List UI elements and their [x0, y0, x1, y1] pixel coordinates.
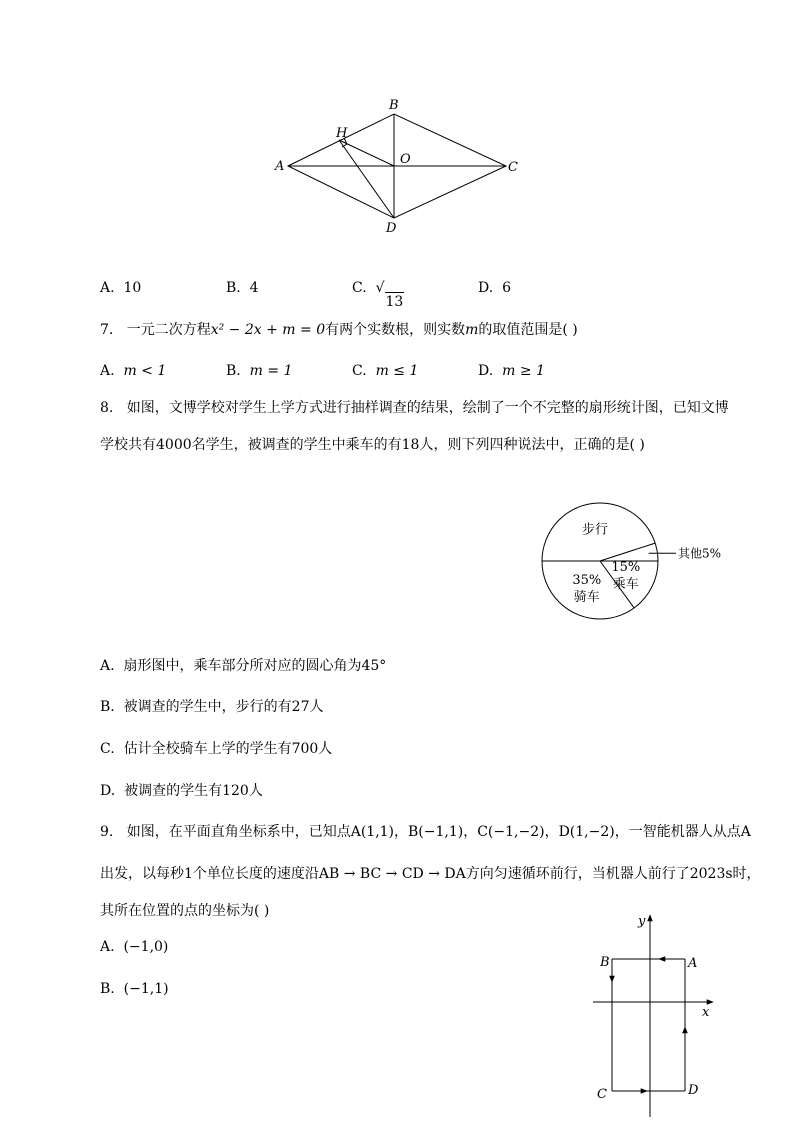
option-text: m ≤ 1: [375, 363, 419, 379]
label-c: C: [597, 1087, 607, 1102]
pie-slice-boundary: [600, 543, 655, 561]
label-o: O: [400, 152, 411, 167]
q8-option-d[interactable]: [100, 782, 263, 800]
q7-options: [100, 362, 700, 382]
option-letter: A.: [100, 363, 115, 379]
label-c: C: [508, 160, 518, 175]
pie-category-label: 骑车: [573, 589, 600, 605]
option-letter: D.: [100, 783, 116, 799]
option-letter: C.: [352, 363, 367, 379]
option-text: m < 1: [123, 363, 167, 379]
option-letter: D.: [478, 363, 494, 379]
stem-text: 如图，在平面直角坐标系中，已知点A(1,1)，B(−1,1)，C(−1,−2)，D(1,−2)，一智能机器人从点A: [126, 824, 751, 840]
option-text: 估计全校骑车上学的学生有700人: [123, 741, 333, 757]
pie-value-label: 35%: [572, 572, 602, 588]
q9-stem-line1: [100, 823, 751, 841]
label-d: D: [688, 1083, 699, 1098]
option-letter: B.: [100, 981, 115, 997]
option-letter: A.: [100, 658, 115, 674]
option-text: 被调查的学生有120人: [124, 783, 263, 799]
question-number: 9.: [100, 824, 114, 840]
q6-options: [100, 279, 700, 310]
question-number: 7.: [100, 322, 114, 338]
option-text: 被调查的学生中，步行的有27人: [123, 699, 324, 715]
option-text: m ≥ 1: [502, 363, 545, 379]
option-text: 4: [249, 280, 259, 296]
option-letter: D.: [478, 280, 494, 296]
q8-pie-chart: [530, 495, 730, 630]
option-letter: B.: [100, 699, 115, 715]
option-letter: A.: [100, 939, 115, 955]
q7-option-b[interactable]: [226, 362, 292, 380]
q8-option-a[interactable]: [100, 657, 386, 675]
equation: x² − 2x + m = 0: [210, 322, 326, 338]
option-text: 扇形图中，乘车部分所对应的圆心角为45°: [123, 658, 387, 674]
q7-option-d[interactable]: [478, 362, 545, 380]
option-text: m = 1: [249, 363, 293, 379]
option-letter: B.: [226, 280, 241, 296]
q8-option-b[interactable]: [100, 698, 323, 716]
pie-category-label: 乘车: [612, 577, 639, 593]
variable-m: m: [465, 322, 479, 338]
q8-option-c[interactable]: [100, 740, 332, 758]
q6-option-b[interactable]: [226, 279, 259, 297]
stem-text: 一元二次方程: [126, 322, 211, 338]
sqrt-sign: √: [375, 280, 385, 296]
label-a: A: [688, 956, 698, 971]
stem-text: 如图，文博学校对学生上学方式进行抽样调查的结果，绘制了一个不完整的扇形统计图，已知文博: [126, 400, 729, 416]
q7-option-a[interactable]: [100, 362, 166, 380]
option-text: 10: [123, 280, 142, 296]
q6-option-a[interactable]: [100, 279, 141, 297]
pie-category-label: 步行: [581, 522, 609, 538]
q6-option-d[interactable]: [478, 279, 511, 297]
axis-label-x: x: [702, 1005, 710, 1020]
q9-coordinate-figure: [585, 910, 725, 1120]
option-letter: C.: [100, 741, 115, 757]
option-letter: C.: [352, 280, 367, 296]
option-text: (−1,0): [123, 939, 169, 955]
label-h: H: [336, 126, 348, 141]
option-text: (−1,1): [123, 981, 169, 997]
label-b: B: [389, 98, 399, 113]
q7-stem: [100, 321, 578, 339]
option-letter: A.: [100, 280, 115, 296]
option-letter: B.: [226, 363, 241, 379]
segment-dh: [339, 140, 394, 218]
q6-rhombus-figure: [270, 95, 530, 235]
q8-stem-line2: 学校共有4000名学生，被调查的学生中乘车的有18人，则下列四种说法中，正确的是( ): [100, 437, 645, 453]
pie-value-label: 15%: [611, 560, 641, 576]
q9-stem-line3: 其所在位置的点的坐标为( ): [100, 903, 270, 919]
stem-text: 的取值范围是( ): [478, 322, 578, 338]
option-text: 13: [385, 294, 404, 310]
q9-option-b[interactable]: [100, 980, 169, 998]
axis-label-y: y: [638, 914, 646, 929]
question-number: 8.: [100, 400, 114, 416]
q9-stem-line2: 出发，以每秒1个单位长度的速度沿AB → BC → CD → DA方向匀速循环前行，当机器人前行了2023s时，: [100, 866, 761, 882]
pie-label-other: 其他5%: [678, 546, 722, 561]
label-d: D: [386, 221, 397, 235]
stem-text: 有两个实数根，则实数: [325, 322, 466, 338]
label-b: B: [600, 955, 610, 970]
option-text: 6: [502, 280, 512, 296]
q7-option-c[interactable]: [352, 362, 418, 380]
q8-stem-line1: [100, 399, 729, 417]
label-a: A: [275, 159, 285, 174]
q9-option-a[interactable]: [100, 938, 168, 956]
q6-option-c[interactable]: [352, 279, 404, 310]
